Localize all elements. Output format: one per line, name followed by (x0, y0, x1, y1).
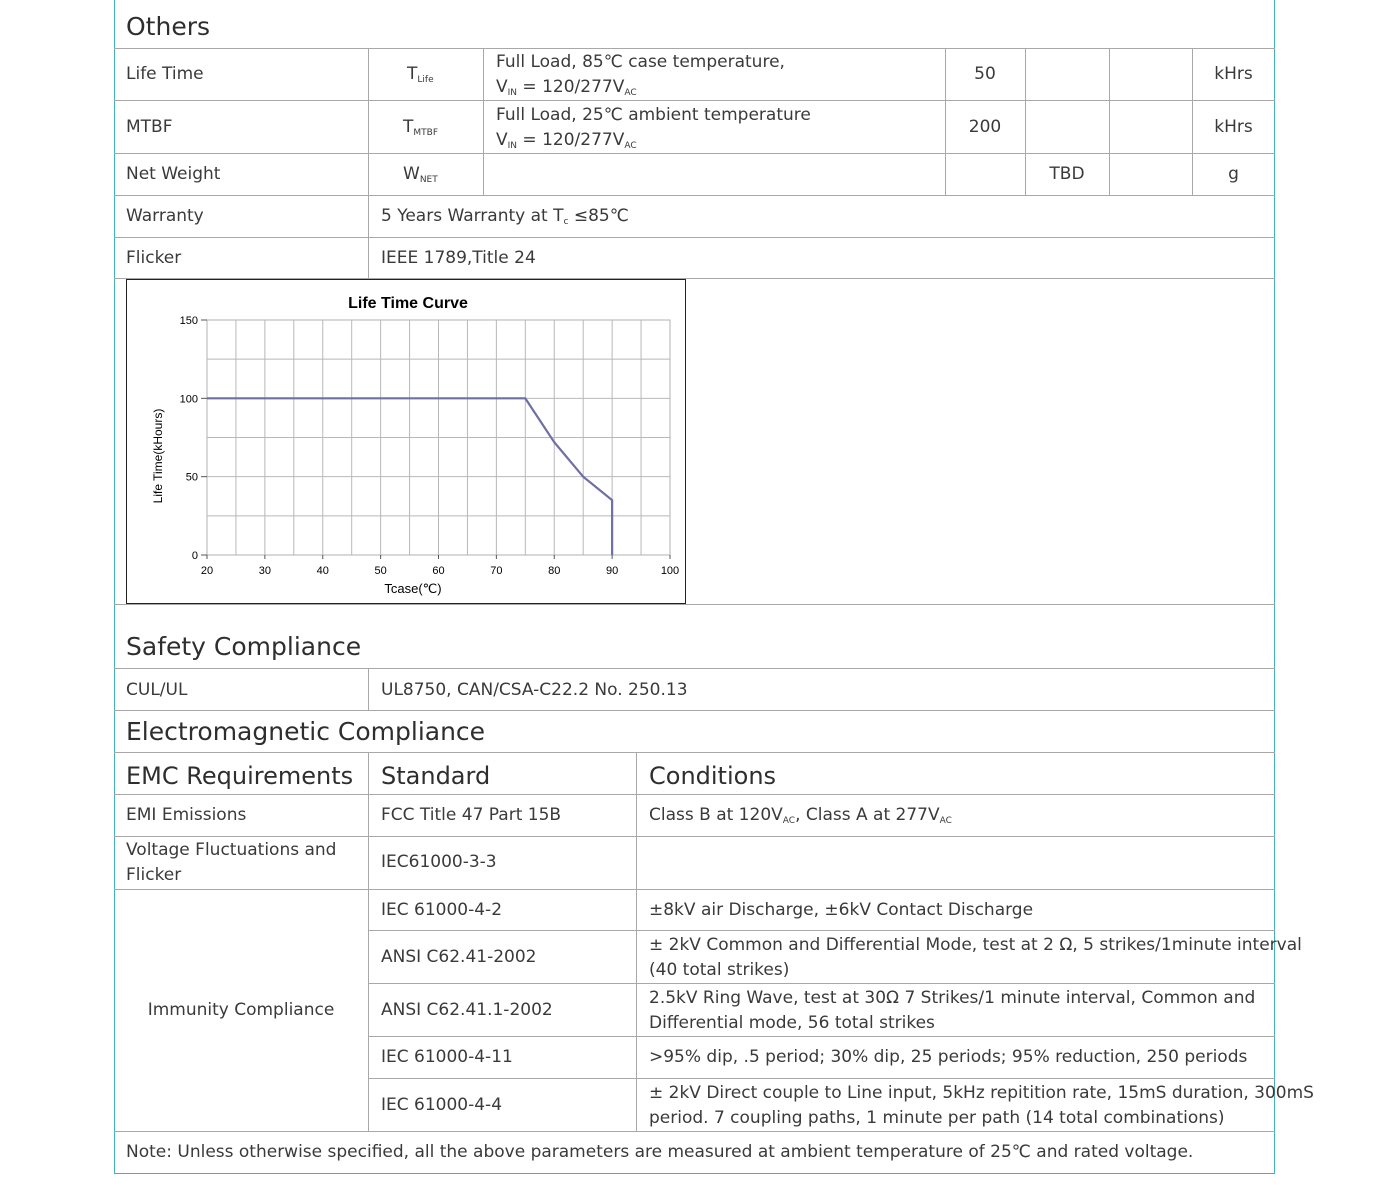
symbol-t-life: $T_{Life}$ (407, 64, 434, 85)
row-divider (368, 1036, 1275, 1037)
row-divider (368, 1078, 1275, 1079)
warranty-value: 5 Years Warranty at $T_c$ ≤85℃ (381, 206, 629, 227)
row-divider (114, 752, 1275, 753)
x-tick-label: 80 (548, 565, 561, 577)
row-divider (114, 836, 1275, 837)
emc-std-emi: FCC Title 47 Part 15B (381, 805, 562, 825)
row-divider (114, 195, 1275, 196)
x-tick-label: 50 (374, 565, 387, 577)
y-tick-label: 50 (185, 471, 198, 484)
col-divider (368, 48, 369, 278)
col-divider (368, 668, 369, 710)
param-life-time: Life Time (126, 64, 204, 84)
condition-line: Full Load, 85℃ case temperature, (496, 52, 785, 72)
row-divider (114, 668, 1275, 669)
y-tick-label: 0 (191, 550, 198, 562)
life-time-curve-chart (126, 279, 686, 604)
emc-cond-immunity-cont: Differential mode, 56 total strikes (649, 1013, 935, 1033)
flicker-value: IEEE 1789,Title 24 (381, 248, 536, 268)
x-tick-label: 60 (432, 565, 445, 577)
condition-line: Full Load, 25℃ ambient temperature (496, 105, 811, 125)
x-tick-label: 30 (258, 565, 271, 577)
row-divider (114, 794, 1275, 795)
value-unit: kHrs (1214, 117, 1253, 137)
emc-std-immunity: IEC 61000-4-4 (381, 1095, 503, 1115)
param-mtbf: MTBF (126, 117, 173, 137)
x-tick-label: 70 (490, 565, 503, 577)
header-standard: Standard (381, 762, 491, 790)
condition-voltage: $V_{IN} = 120/277V_{AC}$ (496, 77, 637, 98)
row-divider (114, 237, 1275, 238)
emc-cond-immunity: 2.5kV Ring Wave, test at 30Ω 7 Strikes/1 minute interval, Common and (649, 988, 1256, 1008)
col-divider (483, 48, 484, 195)
symbol-t-mtbf: $T_{MTBF}$ (403, 117, 439, 138)
row-divider (114, 48, 1275, 49)
chart-title: Life Time Curve (348, 295, 468, 312)
chart-grid (207, 320, 670, 555)
safety-standard-value: UL8750, CAN/CSA-C22.2 No. 250.13 (381, 680, 688, 700)
symbol-w-net: $W_{NET}$ (403, 164, 438, 185)
emc-std-immunity: IEC 61000-4-2 (381, 900, 503, 920)
header-conditions: Conditions (649, 762, 777, 790)
value-unit: g (1228, 164, 1239, 184)
param-cul-ul: CUL/UL (126, 680, 188, 700)
emc-cond-emi: Class B at $120V_{AC}$, Class A at $277V_{AC}$ (649, 805, 952, 826)
col-divider (1109, 48, 1110, 195)
param-flicker: Flicker (126, 248, 182, 268)
emc-cond-immunity: >95% dip, .5 period; 30% dip, 25 periods; 95% reduction, 250 periods (649, 1047, 1248, 1067)
y-tick-label: 150 (179, 315, 198, 327)
emc-req-vf-line1: Voltage Fluctuations and (126, 840, 337, 860)
section-title-others: Others (126, 12, 211, 41)
x-tick-label: 20 (200, 565, 214, 577)
emc-req-emi: EMI Emissions (126, 805, 247, 825)
row-divider (114, 710, 1275, 711)
emc-cond-immunity: ±8kV air Discharge, ±6kV Contact Discharge (649, 900, 1034, 920)
emc-std-immunity: ANSI C62.41-2002 (381, 947, 537, 967)
section-title-emc: Electromagnetic Compliance (126, 717, 486, 746)
x-tick-label: 90 (606, 565, 619, 577)
emc-cond-immunity-cont: (40 total strikes) (649, 960, 790, 980)
emc-req-immunity: Immunity Compliance (147, 1000, 335, 1020)
row-divider (114, 100, 1275, 101)
x-tick-label: 100 (660, 565, 680, 577)
chart-ticks (180, 315, 680, 577)
col-divider (368, 752, 369, 1131)
param-warranty: Warranty (126, 206, 204, 226)
emc-std-vf: IEC61000-3-3 (381, 852, 497, 872)
emc-std-immunity: ANSI C62.41.1-2002 (381, 1000, 553, 1020)
row-divider (368, 930, 1275, 931)
chart-x-axis-label: Tcase(℃) (384, 581, 442, 596)
condition-voltage: $V_{IN} = 120/277V_{AC}$ (496, 130, 637, 151)
emc-cond-immunity-cont: period. 7 coupling paths, 1 minute per path (14 total combinations) (649, 1108, 1225, 1128)
y-tick-label: 100 (179, 393, 198, 406)
section-title-safety: Safety Compliance (126, 632, 362, 661)
value-min: 50 (974, 64, 996, 84)
emc-req-vf-line2: Flicker (126, 865, 182, 885)
emc-std-immunity: IEC 61000-4-11 (381, 1047, 513, 1067)
row-divider (114, 889, 1275, 890)
x-tick-label: 40 (316, 565, 329, 577)
value-min: 200 (968, 117, 1002, 137)
emc-cond-immunity: ± 2kV Direct couple to Line input, 5kHz repitition rate, 15mS duration, 300mS (649, 1083, 1314, 1103)
param-net-weight: Net Weight (126, 164, 221, 184)
row-divider (114, 153, 1275, 154)
footnote: Note: Unless otherwise specified, all the above parameters are measured at ambient temperature of 25℃ and rated voltage. (126, 1142, 1194, 1162)
row-divider (368, 983, 1275, 984)
header-emc-requirements: EMC Requirements (126, 762, 354, 790)
chart-y-axis-label: Life Time(kHours) (151, 408, 165, 504)
row-divider (114, 1131, 1275, 1132)
col-divider (636, 752, 637, 1131)
value-typ: TBD (1049, 164, 1085, 184)
chart-svg (127, 280, 685, 603)
emc-cond-immunity: ± 2kV Common and Differential Mode, test at 2 Ω, 5 strikes/1minute interval (649, 935, 1302, 955)
value-unit: kHrs (1214, 64, 1253, 84)
